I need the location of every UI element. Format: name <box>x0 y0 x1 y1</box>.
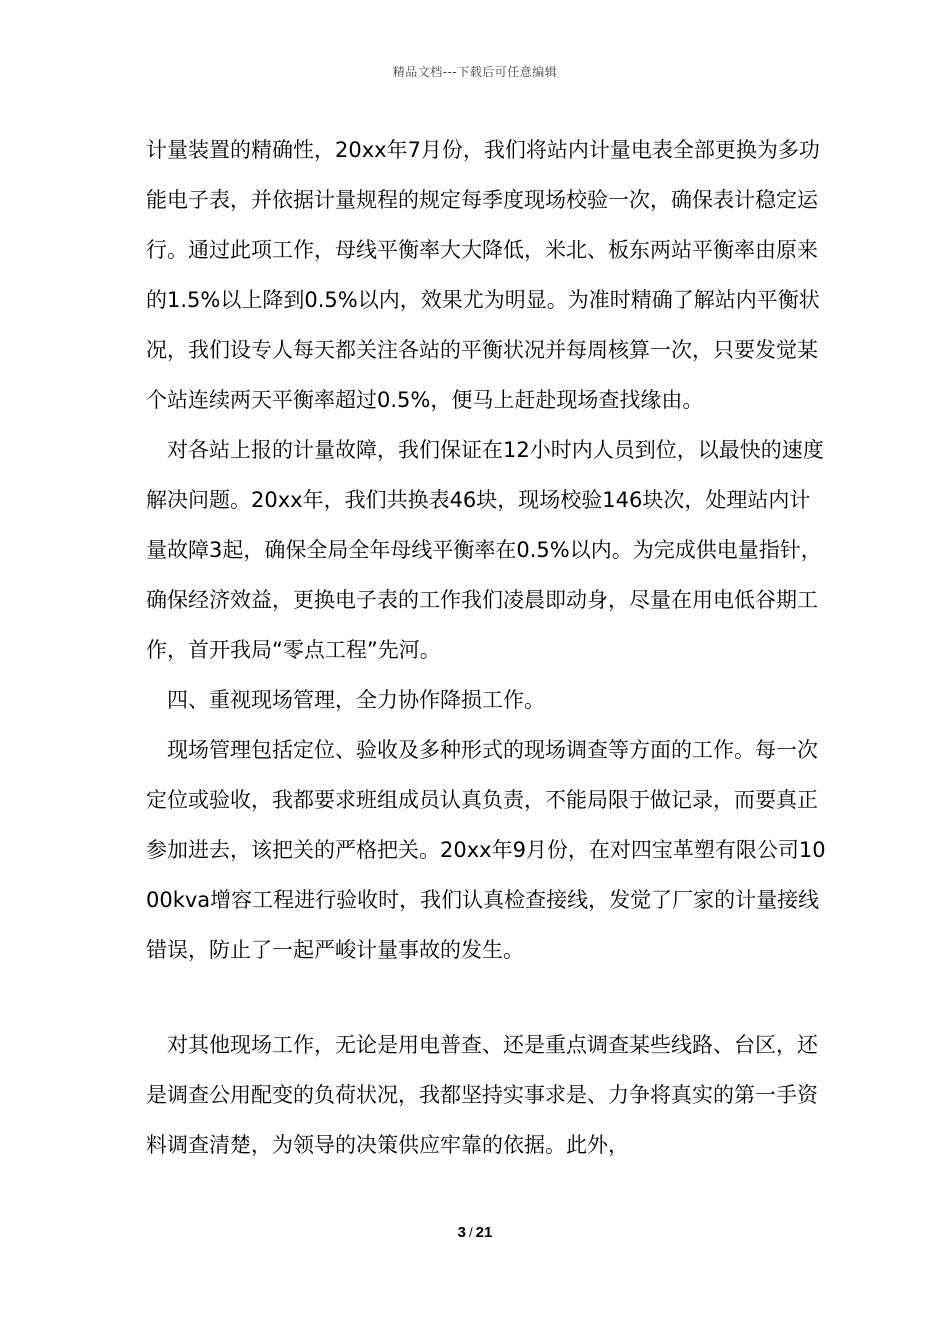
section-heading-field-management: 四、重视现场管理，全力协作降损工作。 <box>167 688 545 712</box>
paragraph-other-field-work: 对其他现场工作，无论是用电普查、还是重点调查某些线路、台区，还是调查公用配变的负荷状况，我都坚持实事求是、力争将真实的第一手资料调查清楚，为领导的决策供应牢靠的依据。此外， <box>146 1033 818 1157</box>
current-page-number: 3 <box>457 1224 467 1241</box>
paragraph-meter-accuracy: 计量装置的精确性，20xx年7月份，我们将站内计量电表全部更换为多功能电子表，并依据计量规程的规定每季度现场校验一次，确保表计稳定运行。通过此项工作，母线平衡率大大降低，米北、板东两站平衡率由原来的1.5%以上降到0.5%以内，效果尤为明显。为准时精确了解站内平衡状况，我们设专人每天都关注各站的平衡状况并每周核算一次，只要发觉某个站连续两天平衡率超过0.5%，便马上赶赴现场查找缘由。 <box>146 138 820 412</box>
page-header: 精品文档---下载后可任意编辑 <box>392 65 558 79</box>
total-pages-number: 21 <box>475 1224 493 1241</box>
paragraph-meter-faults: 对各站上报的计量故障，我们保证在12小时内人员到位，以最快的速度解决问题。20xx年，我们共换表46块，现场校验146块次，处理站内计量故障3起，确保全局全年母线平衡率在0.5%以内。为完成供电量指针，确保经济效益，更换电子表的工作我们凌晨即动身，尽量在用电低谷期工作，首开我局“零点工程”先河。 <box>146 438 824 662</box>
document-body <box>146 125 826 1170</box>
page-number <box>0 1224 950 1241</box>
paragraph-field-management: 现场管理包括定位、验收及多种形式的现场调查等方面的工作。每一次定位或验收，我都要求班组成员认真负责，不能局限于做记录，而要真正参加进去，该把关的严格把关。20xx年9月份，在对四宝革塑有限公司1000kva增容工程进行验收时，我们认真检查接线，发觉了厂家的计量接线错误，防止了一起严峻计量事故的发生。 <box>146 738 826 962</box>
page-separator: / <box>469 1225 473 1240</box>
